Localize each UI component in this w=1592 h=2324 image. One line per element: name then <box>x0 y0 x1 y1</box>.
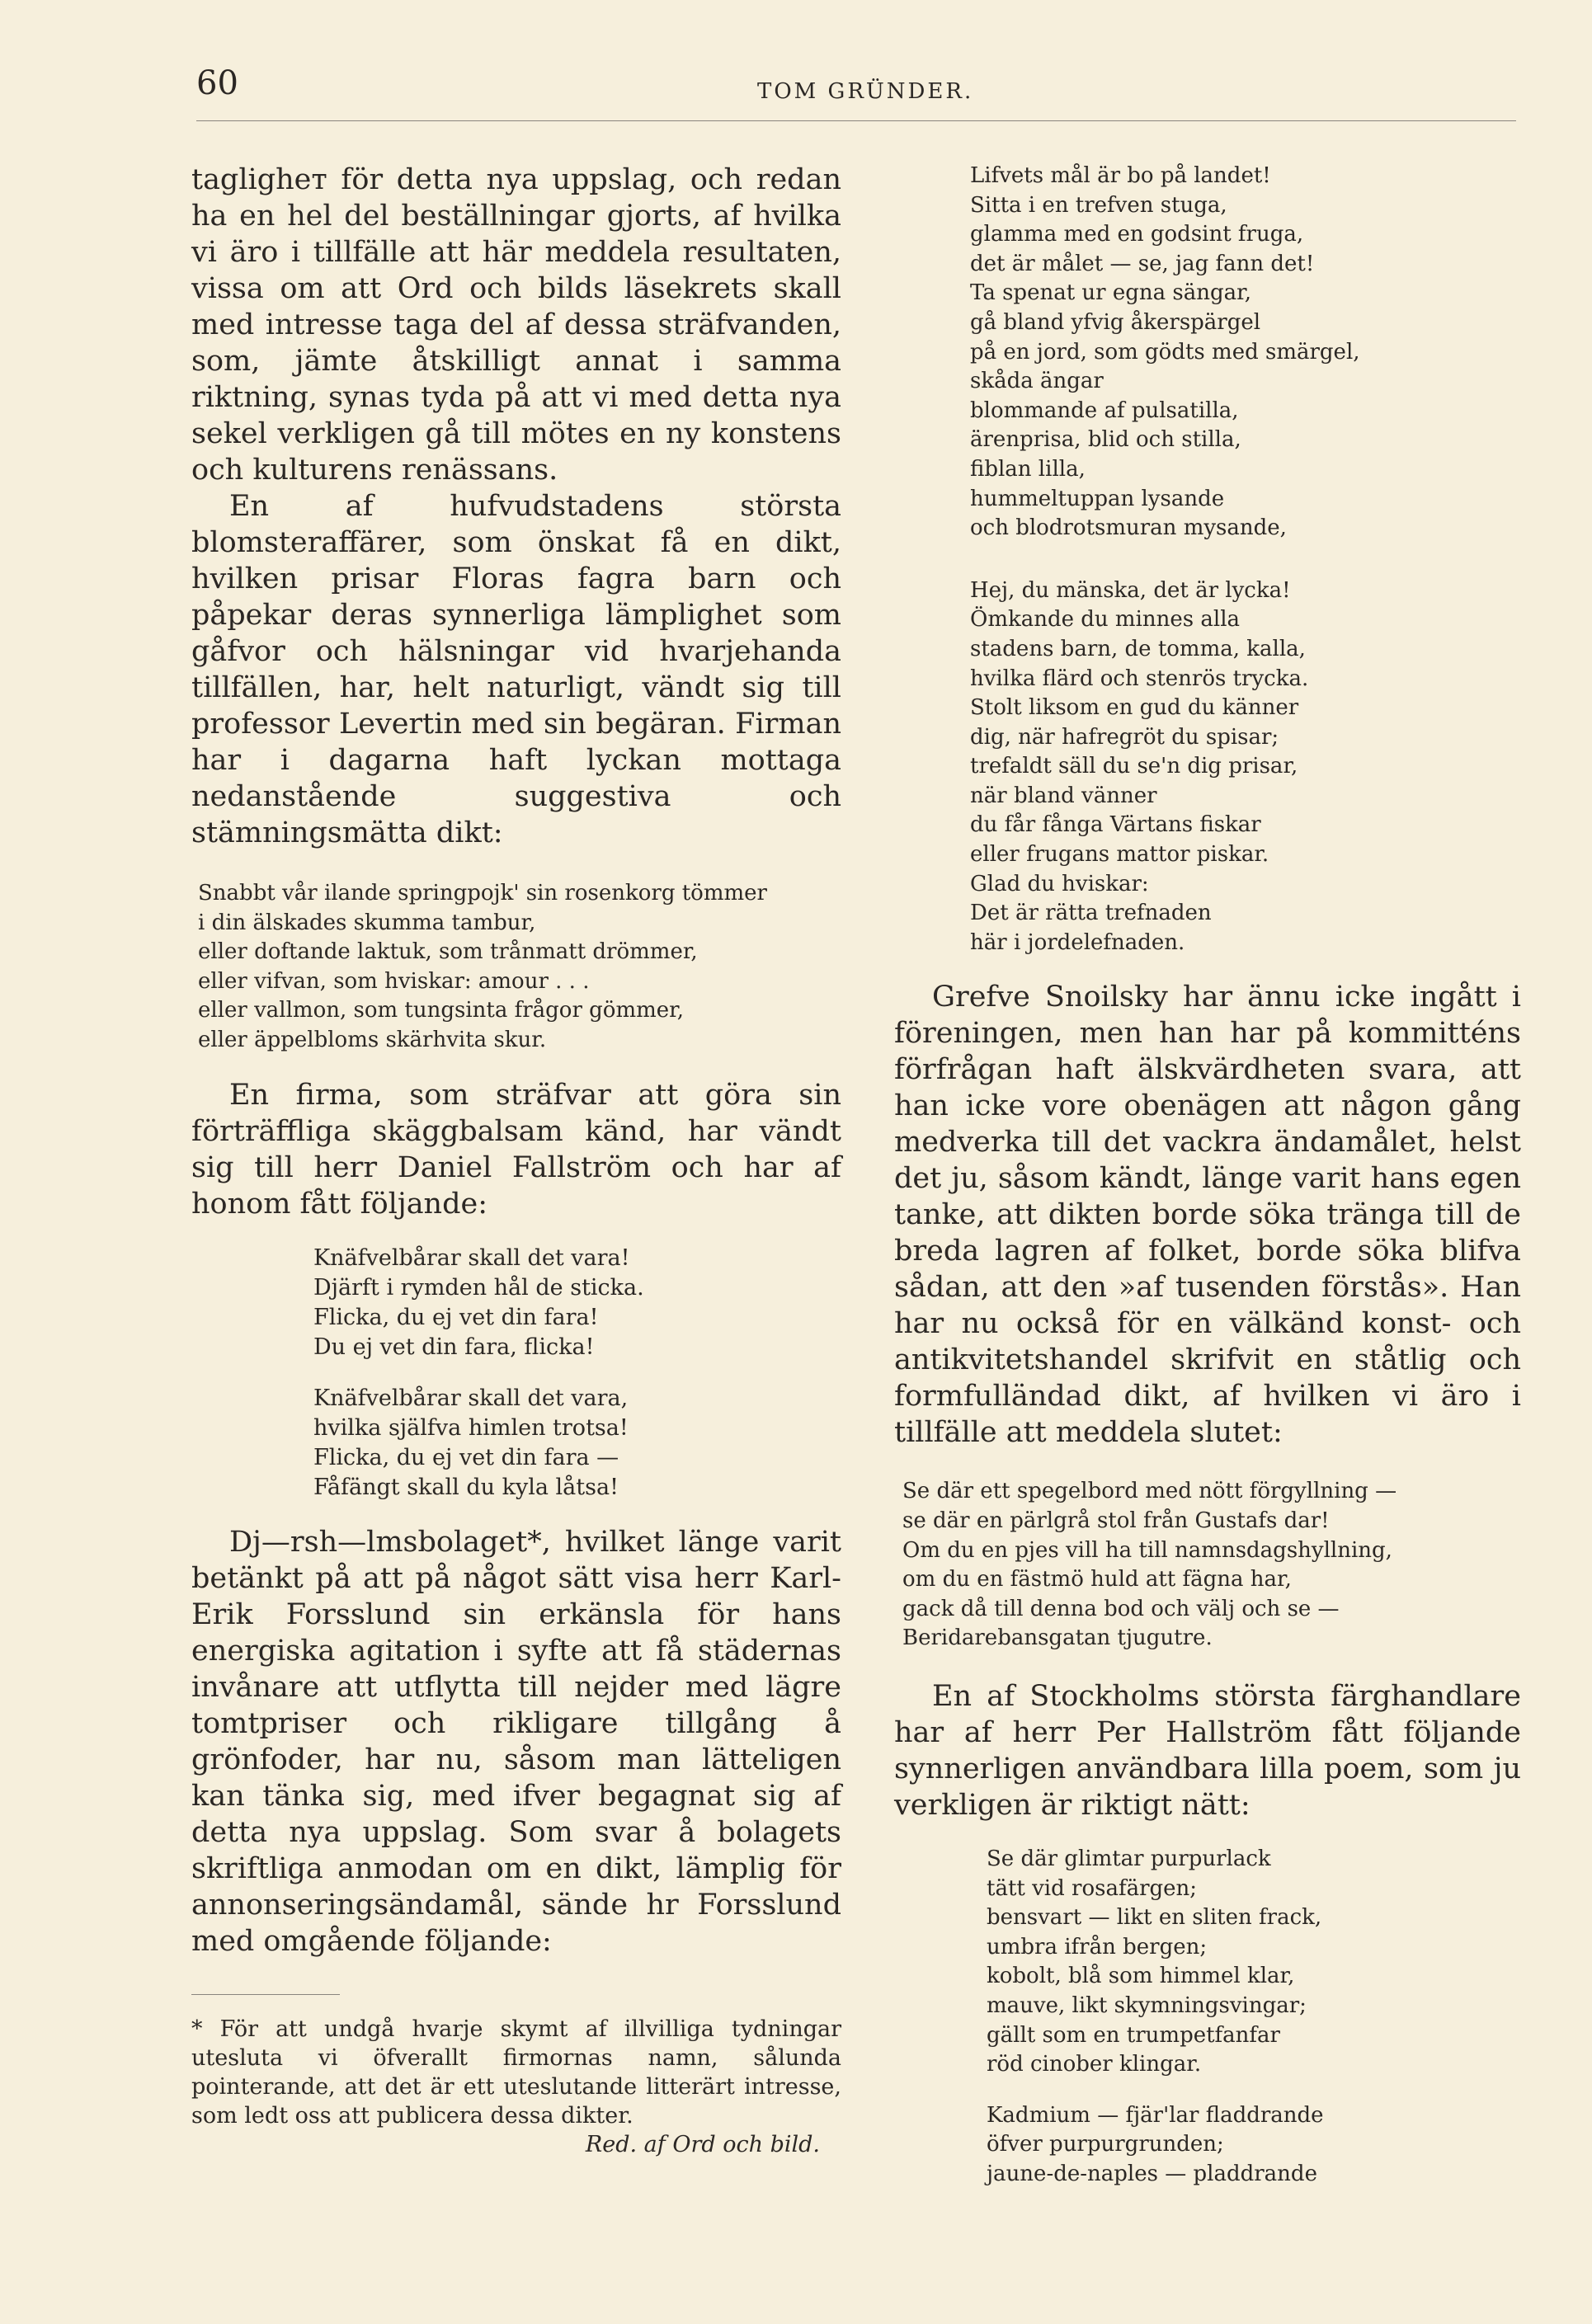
page-number: 60 <box>196 64 238 102</box>
poem-levertin <box>198 879 841 1056</box>
footnote: * För att undgå hvarje skymt af illvilliga tydningar utesluta vi öfverallt firmornas namn, sålunda pointerande, att det är ett uteslutande litterärt intresse, som ledt oss att publicera dessa dikter. <box>191 2016 841 2129</box>
poem-line: du får fånga Värtans fiskar <box>970 812 1261 838</box>
poem-line: gack då till denna bod och välj och se — <box>902 1596 1340 1621</box>
poem-line: Om du en pjes vill ha till namnsdagshyllning, <box>902 1537 1392 1563</box>
poem-line: Ta spenat ur egna sängar, <box>970 280 1251 306</box>
poem-line: gå bland yfvig åkerspärgel <box>970 309 1261 335</box>
poem-line: eller vifvan, som hviskar: amour . . . <box>198 968 590 994</box>
poem-line: blommande af pulsatilla, <box>970 398 1239 423</box>
poem-line: stadens barn, de tomma, kalla, <box>970 636 1306 661</box>
poem-stanza <box>987 1845 1521 2080</box>
poem-stanza <box>970 162 1521 543</box>
poem-line: när bland vänner <box>970 783 1157 808</box>
poem-stanza <box>902 1477 1521 1654</box>
poem-line: Glad du hviskar: <box>970 871 1149 896</box>
poem-line: Fåfängt skall du kyla låtsa! <box>313 1474 619 1500</box>
poem-line: trefaldt säll du se'n dig prisar, <box>970 754 1298 779</box>
poem-fallstrom <box>313 1244 841 1503</box>
poem-line: Sitta i en trefven stuga, <box>970 192 1227 218</box>
poem-line: dig, när hafregröt du spisar; <box>970 724 1279 750</box>
poem-line: eller frugans mattor piskar. <box>970 842 1269 868</box>
poem-line: mauve, likt skymningsvingar; <box>987 1992 1307 2018</box>
poem-stanza <box>987 2101 1521 2190</box>
poem-line: Lifvets mål är bo på landet! <box>970 163 1271 188</box>
poem-stanza <box>970 576 1521 958</box>
poem-line: Hej, du mänska, det är lycka! <box>970 577 1291 603</box>
poem-line: och blodrotsmuran mysande, <box>970 515 1287 541</box>
footnote-rule <box>191 1994 340 1995</box>
poem-stanza <box>313 1384 841 1503</box>
poem-line: Flicka, du ej vet din fara! <box>313 1304 599 1330</box>
paragraph-levertin: En af hufvudstadens största blomsteraffärer, som önskat få en dikt, hvilken prisar Floras fagra barn och påpekar deras synnerliga lämplighet som gåfvor och hälsningar vid hvarjehanda tillfällen, har, helt naturligt, vändt sig till professor Levertin med sin begäran. Firman har i dagarna haft lyckan mottaga nedanstående suggestiva och stämningsmätta dikt: <box>191 490 841 849</box>
poem-line: hvilka själfva himlen trotsa! <box>313 1414 629 1441</box>
poem-line: Snabbt vår ilande springpojk' sin rosenkorg tömmer <box>198 881 767 906</box>
poem-line: bensvart — likt en sliten frack, <box>987 1905 1322 1931</box>
poem-line: gällt som en trumpetfanfar <box>987 2022 1280 2048</box>
poem-stanza <box>313 1244 841 1362</box>
poem-forsslund <box>970 162 1521 957</box>
poem-line: eller doftande laktuk, som trånmatt drömmer, <box>198 939 698 965</box>
paragraph-snoilsky: Grefve Snoilsky har ännu icke ingått i föreningen, men han har på kommitténs förfrågan haft älskvärdheten svara, att han icke vore obenägen att någon gång medverka till det vackra ändamålet, helst det ju, såsom kändt, länge varit hans egen tanke, att dikten borde söka tränga till de breda lagren af folket, borde söka blifva sådan, att den »af tusenden förstås». Han har nu också för en välkänd konst- och antikvitetshandel skrifvit en ståtlig och formfulländad dikt, af hvilken vi äro i tillfälle att meddela slutet: <box>894 981 1521 1450</box>
poem-line: Beridarebansgatan tjugutre. <box>902 1625 1213 1651</box>
poem-line: i din älskades skumma tambur, <box>198 910 536 935</box>
poem-line: umbra ifrån bergen; <box>987 1934 1208 1959</box>
poem-line: glamma med en godsint fruga, <box>970 222 1304 247</box>
poem-line: röd cinober klingar. <box>987 2052 1202 2077</box>
header-rule <box>196 120 1516 121</box>
poem-line: Djärft i rymden hål de sticka. <box>313 1274 644 1301</box>
poem-line: Se där ett spegelbord med nött förgyllning — <box>902 1479 1397 1504</box>
poem-line: jaune-de-naples — pladdrande <box>987 2161 1317 2186</box>
poem-line: Kadmium — fjär'lar fladdrande <box>987 2102 1324 2128</box>
poem-line: Flicka, du ej vet din fara — <box>313 1444 619 1470</box>
paragraph-continuation: tagligheт för detta nya uppslag, och redan ha en hel del beställningar gjorts, af hvilka vi äro i tillfälle att här meddela resultaten, vissa om att Ord och bilds läsekrets skall med intresse taga del af dessa sträfvanden, som, jämte åtskilligt annat i samma riktning, synas tyda på att vi med detta nya sekel verkligen gå till mötes en ny konstens och kulturens renässans. <box>191 163 841 487</box>
poem-line: se där en pärlgrå stol från Gustafs dar! <box>902 1508 1330 1534</box>
poem-line: här i jordelefnaden. <box>970 929 1185 955</box>
footnote-signature: Red. af Ord och bild. <box>585 2131 820 2157</box>
poem-line: ärenprisa, blid och stilla, <box>970 427 1241 453</box>
poem-line: fiblan lilla, <box>970 456 1086 482</box>
poem-snoilsky <box>902 1477 1521 1654</box>
poem-line: öfver purpurgrunden; <box>987 2132 1224 2157</box>
poem-line: hummeltuppan lysande <box>970 486 1225 511</box>
poem-line: skåda ängar <box>970 369 1104 394</box>
poem-line: Stolt liksom en gud du känner <box>970 695 1299 721</box>
poem-line: Det är rätta trefnaden <box>970 901 1212 926</box>
poem-line: eller vallmon, som tungsinta frågor gömmer, <box>198 998 684 1023</box>
poem-line: Ömkande du minnes alla <box>970 607 1241 633</box>
poem-line: Knäfvelbårar skall det vara, <box>313 1385 629 1411</box>
poem-line: hvilka flärd och stenrös trycka. <box>970 666 1309 691</box>
poem-stanza <box>198 879 841 1056</box>
poem-line: på en jord, som gödts med smärgel, <box>970 339 1360 365</box>
poem-line: det är målet — se, jag fann det! <box>970 251 1315 276</box>
left-column <box>191 162 841 2159</box>
paragraph-fallstrom: En firma, som sträfvar att göra sin förträffliga skäggbalsam känd, har vändt sig till herr Daniel Fallström och har af honom fått följande: <box>191 1078 841 1221</box>
poem-line: Knäfvelbårar skall det vara! <box>313 1244 630 1271</box>
poem-line: tätt vid rosafärgen; <box>987 1875 1198 1901</box>
poem-line: Du ej vet din fara, flicka! <box>313 1334 595 1360</box>
poem-hallstrom <box>987 1845 1521 2190</box>
right-column <box>894 162 1521 2190</box>
running-title: TOM GRÜNDER. <box>757 79 974 104</box>
paragraph-hallstrom: En af Stockholms största färghandlare har af herr Per Hallström fått följande synnerligen användbara lilla poem, som ju verkligen är riktigt nätt: <box>894 1680 1521 1822</box>
paragraph-forsslund: Dj—rsh—lmsbolaget*, hvilket länge varit betänkt på att på något sätt visa herr Karl-Erik Forsslund sin erkänsla för hans energiska agitation i syfte att få städernas invånare att utflytta till nejder med lägre tomtpriser och rikligare tillgång å grönfoder, har nu, såsom man lätteligen kan tänka sig, med ifver begagnat sig af detta nya uppslag. Som svar å bolagets skriftliga anmodan om en dikt, lämplig för annonseringsändamål, sände hr Forsslund med omgående följande: <box>191 1525 841 1958</box>
poem-line: Se där glimtar purpurlack <box>987 1846 1271 1871</box>
poem-line: kobolt, blå som himmel klar, <box>987 1964 1295 1989</box>
poem-line: eller äppelbloms skärhvita skur. <box>198 1027 547 1052</box>
poem-line: om du en fästmö huld att fägna har, <box>902 1567 1292 1592</box>
